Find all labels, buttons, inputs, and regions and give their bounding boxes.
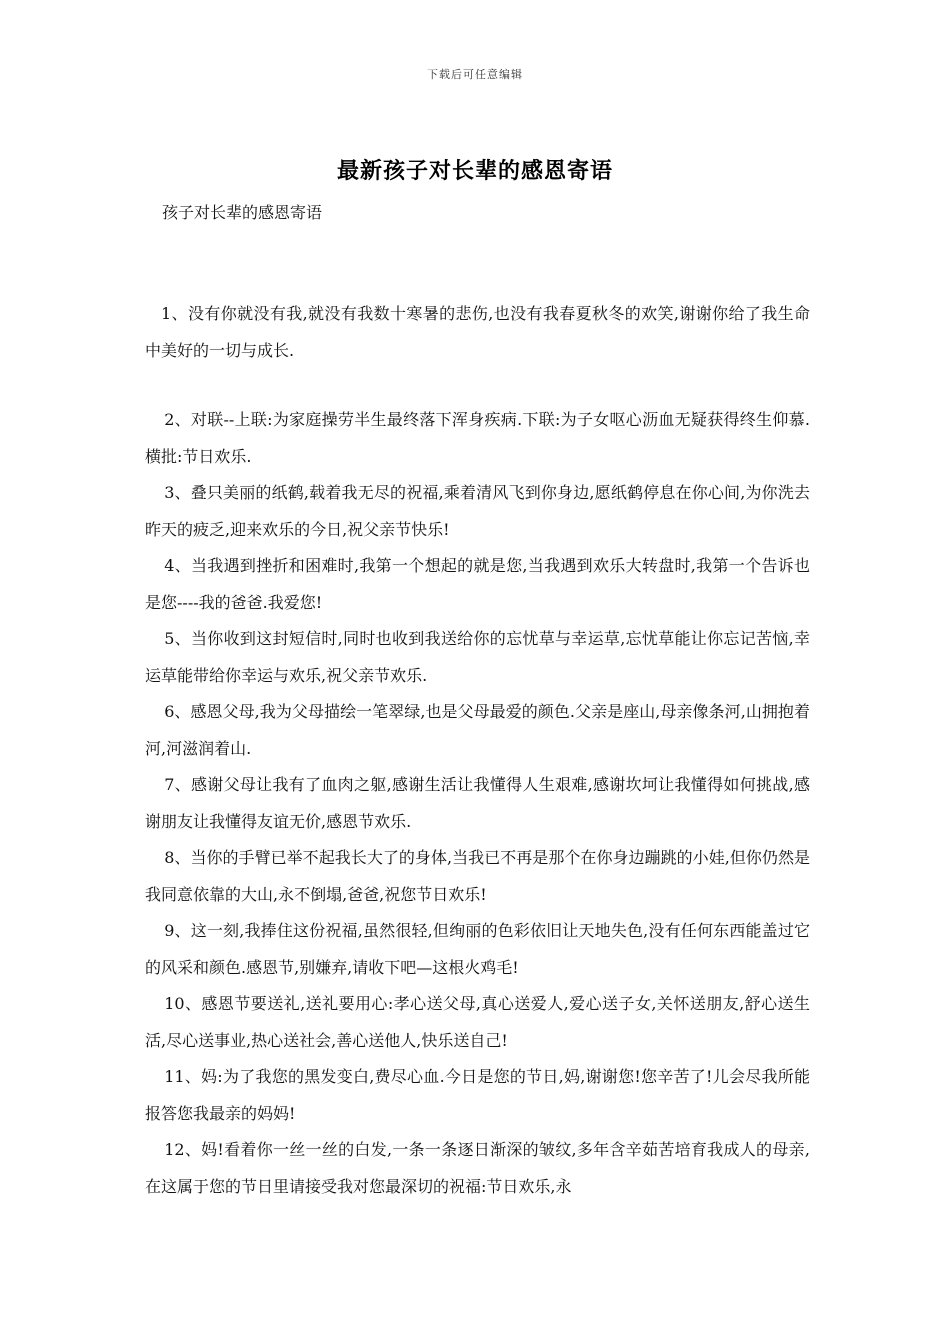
paragraph-2: 2、对联--上联:为家庭操劳半生最终落下浑身疾病.下联:为子女呕心沥血无疑获得终生仰慕.横批:节日欢乐. [145,410,810,466]
paragraph-5: 5、当你收到这封短信时,同时也收到我送给你的忘忧草与幸运草,忘忧草能让你忘记苦恼,幸运草能带给你幸运与欢乐,祝父亲节欢乐. [145,629,810,685]
paragraph-7: 7、感谢父母让我有了血肉之躯,感谢生活让我懂得人生艰难,感谢坎坷让我懂得如何挑战,感谢朋友让我懂得友谊无价,感恩节欢乐. [145,775,810,831]
document-subtitle: 孩子对长辈的感恩寄语 [162,203,323,222]
paragraph-11: 11、妈:为了我您的黑发变白,费尽心血.今日是您的节日,妈,谢谢您!您辛苦了!儿会尽我所能报答您我最亲的妈妈! [145,1067,810,1123]
paragraph-1: 1、没有你就没有我,就没有我数十寒暑的悲伤,也没有我春夏秋冬的欢笑,谢谢你给了我生命中美好的一切与成长. [145,304,810,360]
paragraph-10: 10、感恩节要送礼,送礼要用心:孝心送父母,真心送爱人,爱心送子女,关怀送朋友,舒心送生活,尽心送事业,热心送社会,善心送他人,快乐送自己! [145,994,810,1050]
document-body [145,296,810,1205]
paragraph-12: 12、妈!看着你一丝一丝的白发,一条一条逐日渐深的皱纹,多年含辛茹苦培育我成人的母亲,在这属于您的节日里请接受我对您最深切的祝福:节日欢乐,永 [145,1140,810,1196]
paragraph-9: 9、这一刻,我捧住这份祝福,虽然很轻,但绚丽的色彩依旧让天地失色,没有任何东西能盖过它的风采和颜色.感恩节,别嫌弃,请收下吧—这根火鸡毛! [145,921,810,977]
header-note: 下载后可任意编辑 [427,68,523,81]
paragraph-8: 8、当你的手臂已举不起我长大了的身体,当我已不再是那个在你身边蹦跳的小娃,但你仍然是我同意依靠的大山,永不倒塌,爸爸,祝您节日欢乐! [145,848,810,904]
paragraph-4: 4、当我遇到挫折和困难时,我第一个想起的就是您,当我遇到欢乐大转盘时,我第一个告诉也是您----我的爸爸.我爱您! [145,556,810,612]
paragraph-3: 3、叠只美丽的纸鹤,载着我无尽的祝福,乘着清风飞到你身边,愿纸鹤停息在你心间,为你洗去昨天的疲乏,迎来欢乐的今日,祝父亲节快乐! [145,483,810,539]
document-title: 最新孩子对长辈的感恩寄语 [336,158,613,184]
paragraph-6: 6、感恩父母,我为父母描绘一笔翠绿,也是父母最爱的颜色.父亲是座山,母亲像条河,山拥抱着河,河滋润着山. [145,702,810,758]
